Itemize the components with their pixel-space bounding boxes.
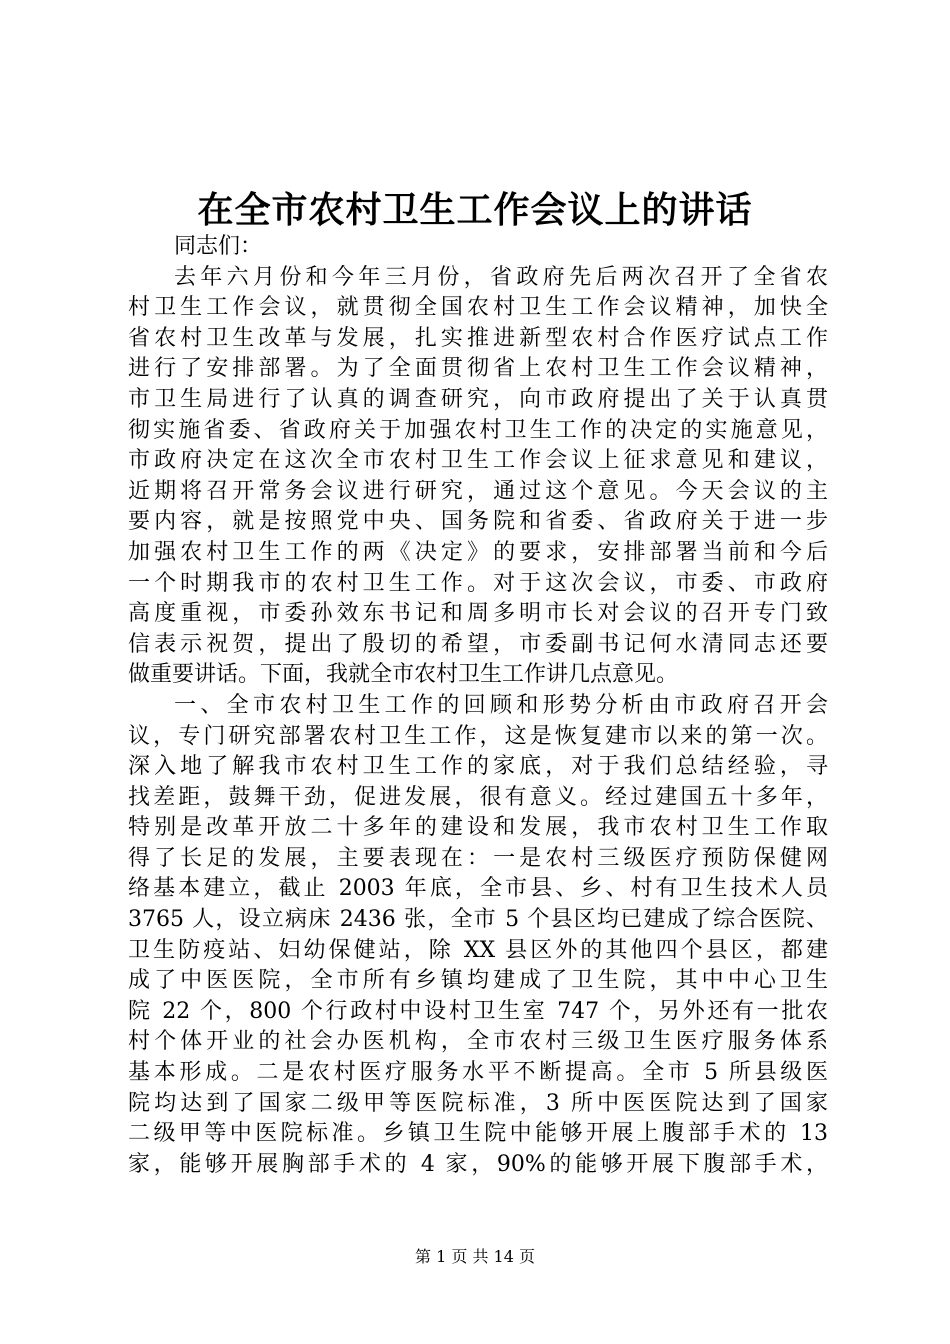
text-line: 村卫生工作会议，就贯彻全国农村卫生工作会议精神，加快全	[128, 295, 828, 321]
text-line: 彻实施省委、省政府关于加强农村卫生工作的决定的实施意见，	[128, 417, 828, 443]
text-line: 院 22 个，800 个行政村中设村卫生室 747 个，另外还有一批农	[128, 998, 828, 1024]
text-line: 找差距，鼓舞干劲，促进发展，很有意义。经过建国五十多年，	[128, 784, 828, 810]
text-line: 一、全市农村卫生工作的回顾和形势分析由市政府召开会	[174, 692, 828, 718]
text-line: 高度重视，市委孙效东书记和周多明市长对会议的召开专门致	[128, 601, 828, 627]
page-footer: 第 1 页 共 14 页	[415, 1247, 535, 1266]
text-line: 要内容，就是按照党中央、国务院和省委、省政府关于进一步	[128, 509, 828, 535]
text-line: 一个时期我市的农村卫生工作。对于这次会议，市委、市政府	[128, 570, 828, 596]
text-line: 村个体开业的社会办医机构，全市农村三级卫生医疗服务体系	[128, 1029, 828, 1055]
text-line: 议，专门研究部署农村卫生工作，这是恢复建市以来的第一次。	[128, 723, 828, 749]
text-line: 基本形成。二是农村医疗服务水平不断提高。全市 5 所县级医	[128, 1060, 828, 1086]
text-line: 成了中医医院，全市所有乡镇均建成了卫生院，其中中心卫生	[128, 968, 828, 994]
text-line: 二级甲等中医院标准。乡镇卫生院中能够开展上腹部手术的 13	[128, 1121, 828, 1147]
text-line: 信表示祝贺，提出了殷切的希望，市委副书记何水清同志还要	[128, 631, 828, 657]
text-line: 去年六月份和今年三月份，省政府先后两次召开了全省农	[174, 264, 828, 290]
text-line: 卫生防疫站、妇幼保健站，除 XX 县区外的其他四个县区，都建	[128, 937, 828, 963]
text-line: 近期将召开常务会议进行研究，通过这个意见。今天会议的主	[128, 478, 828, 504]
text-line: 特别是改革开放二十多年的建设和发展，我市农村卫生工作取	[128, 815, 828, 841]
text-line: 院均达到了国家二级甲等医院标准，3 所中医医院达到了国家	[128, 1090, 828, 1116]
text-line: 深入地了解我市农村卫生工作的家底，对于我们总结经验，寻	[128, 754, 828, 780]
text-line: 3765 人，设立病床 2436 张，全市 5 个县区均已建成了综合医院、	[128, 907, 828, 933]
text-line: 进行了安排部署。为了全面贯彻省上农村卫生工作会议精神，	[128, 356, 828, 382]
text-line: 络基本建立，截止 2003 年底，全市县、乡、村有卫生技术人员	[128, 876, 828, 902]
text-line: 市政府决定在这次全市农村卫生工作会议上征求意见和建议，	[128, 448, 828, 474]
text-line: 做重要讲话。下面，我就全市农村卫生工作讲几点意见。	[128, 662, 679, 688]
text-line: 省农村卫生改革与发展，扎实推进新型农村合作医疗试点工作	[128, 325, 828, 351]
document-title: 在全市农村卫生工作会议上的讲话	[197, 189, 753, 231]
document-body	[128, 232, 828, 1180]
text-line: 加强农村卫生工作的两《决定》的要求，安排部署当前和今后	[128, 539, 828, 565]
text-line: 得了长足的发展，主要表现在：一是农村三级医疗预防保健网	[128, 845, 828, 871]
text-line: 家，能够开展胸部手术的 4 家，90%的能够开展下腹部手术，	[128, 1151, 828, 1177]
text-line: 同志们：	[174, 234, 263, 259]
text-line: 市卫生局进行了认真的调查研究，向市政府提出了关于认真贯	[128, 386, 828, 412]
